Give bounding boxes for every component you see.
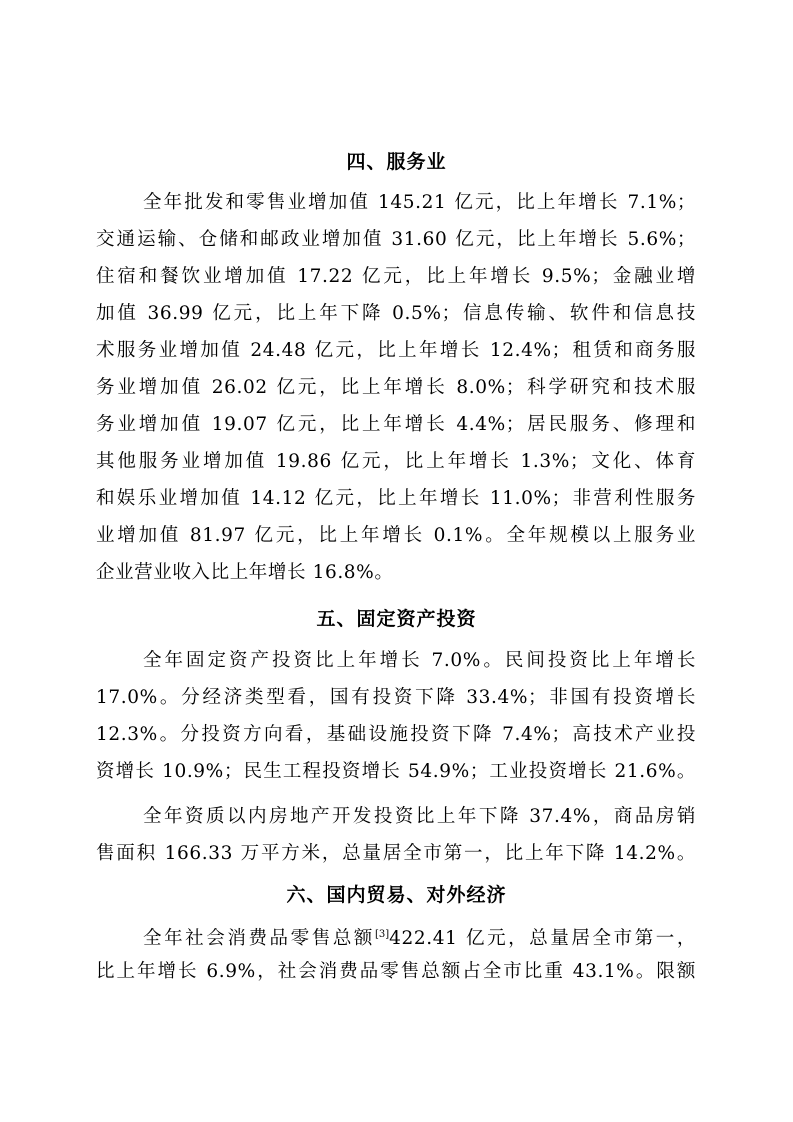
paragraph-line: 务业增加值 19.07 亿元，比上年增长 4.4%；居民服务、修理和 [96, 414, 696, 435]
paragraph-line: 住宿和餐饮业增加值 17.22 亿元，比上年增长 9.5%；金融业增 [96, 266, 696, 287]
paragraph-line: 全年资质以内房地产开发投资比上年下降 37.4%，商品房销 [143, 806, 696, 827]
paragraph-line: 12.3%。分投资方向看，基础设施投资下降 7.4%；高技术产业投 [96, 724, 696, 745]
paragraph-line: 比上年增长 6.9%，社会消费品零售总额占全市比重 43.1%。限额 [96, 961, 696, 982]
paragraph-line: 务业增加值 26.02 亿元，比上年增长 8.0%；科学研究和技术服 [96, 377, 696, 398]
section-heading-fixed-investment: 五、固定资产投资 [316, 608, 477, 630]
paragraph-line: 和娱乐业增加值 14.12 亿元，比上年增长 11.0%；非营利性服务 [96, 488, 696, 509]
line-text-before-note: 全年社会消费品零售总额 [143, 928, 375, 949]
paragraph-line: 全年固定资产投资比上年增长 7.0%。民间投资比上年增长 [143, 650, 696, 671]
line-text-after-note: 422.41 亿元，总量居全市第一， [389, 928, 696, 949]
paragraph-line: 交通运输、仓储和邮政业增加值 31.60 亿元，比上年增长 5.6%； [96, 229, 696, 250]
paragraph-line: 售面积 166.33 万平方米，总量居全市第一，比上年下降 14.2%。 [96, 843, 696, 864]
paragraph-line: 全年批发和零售业增加值 145.21 亿元，比上年增长 7.1%； [143, 192, 696, 213]
paragraph-line [143, 920, 696, 954]
paragraph-line: 术服务业增加值 24.48 亿元，比上年增长 12.4%；租赁和商务服 [96, 340, 696, 361]
footnote-marker: [3] [375, 929, 390, 940]
section-heading-services: 四、服务业 [346, 151, 447, 173]
paragraph-line: 17.0%。分经济类型看，国有投资下降 33.4%；非国有投资增长 [96, 687, 696, 708]
section-heading-trade: 六、国内贸易、对外经济 [286, 884, 507, 906]
paragraph-line: 资增长 10.9%；民生工程投资增长 54.9%；工业投资增长 21.6%。 [96, 761, 696, 782]
paragraph-line: 加值 36.99 亿元，比上年下降 0.5%；信息传输、软件和信息技 [96, 303, 696, 324]
paragraph-line: 企业营业收入比上年增长 16.8%。 [96, 562, 394, 583]
paragraph-line: 其他服务业增加值 19.86 亿元，比上年增长 1.3%；文化、体育 [96, 451, 696, 472]
paragraph-line: 业增加值 81.97 亿元，比上年增长 0.1%。全年规模以上服务业 [96, 525, 696, 546]
